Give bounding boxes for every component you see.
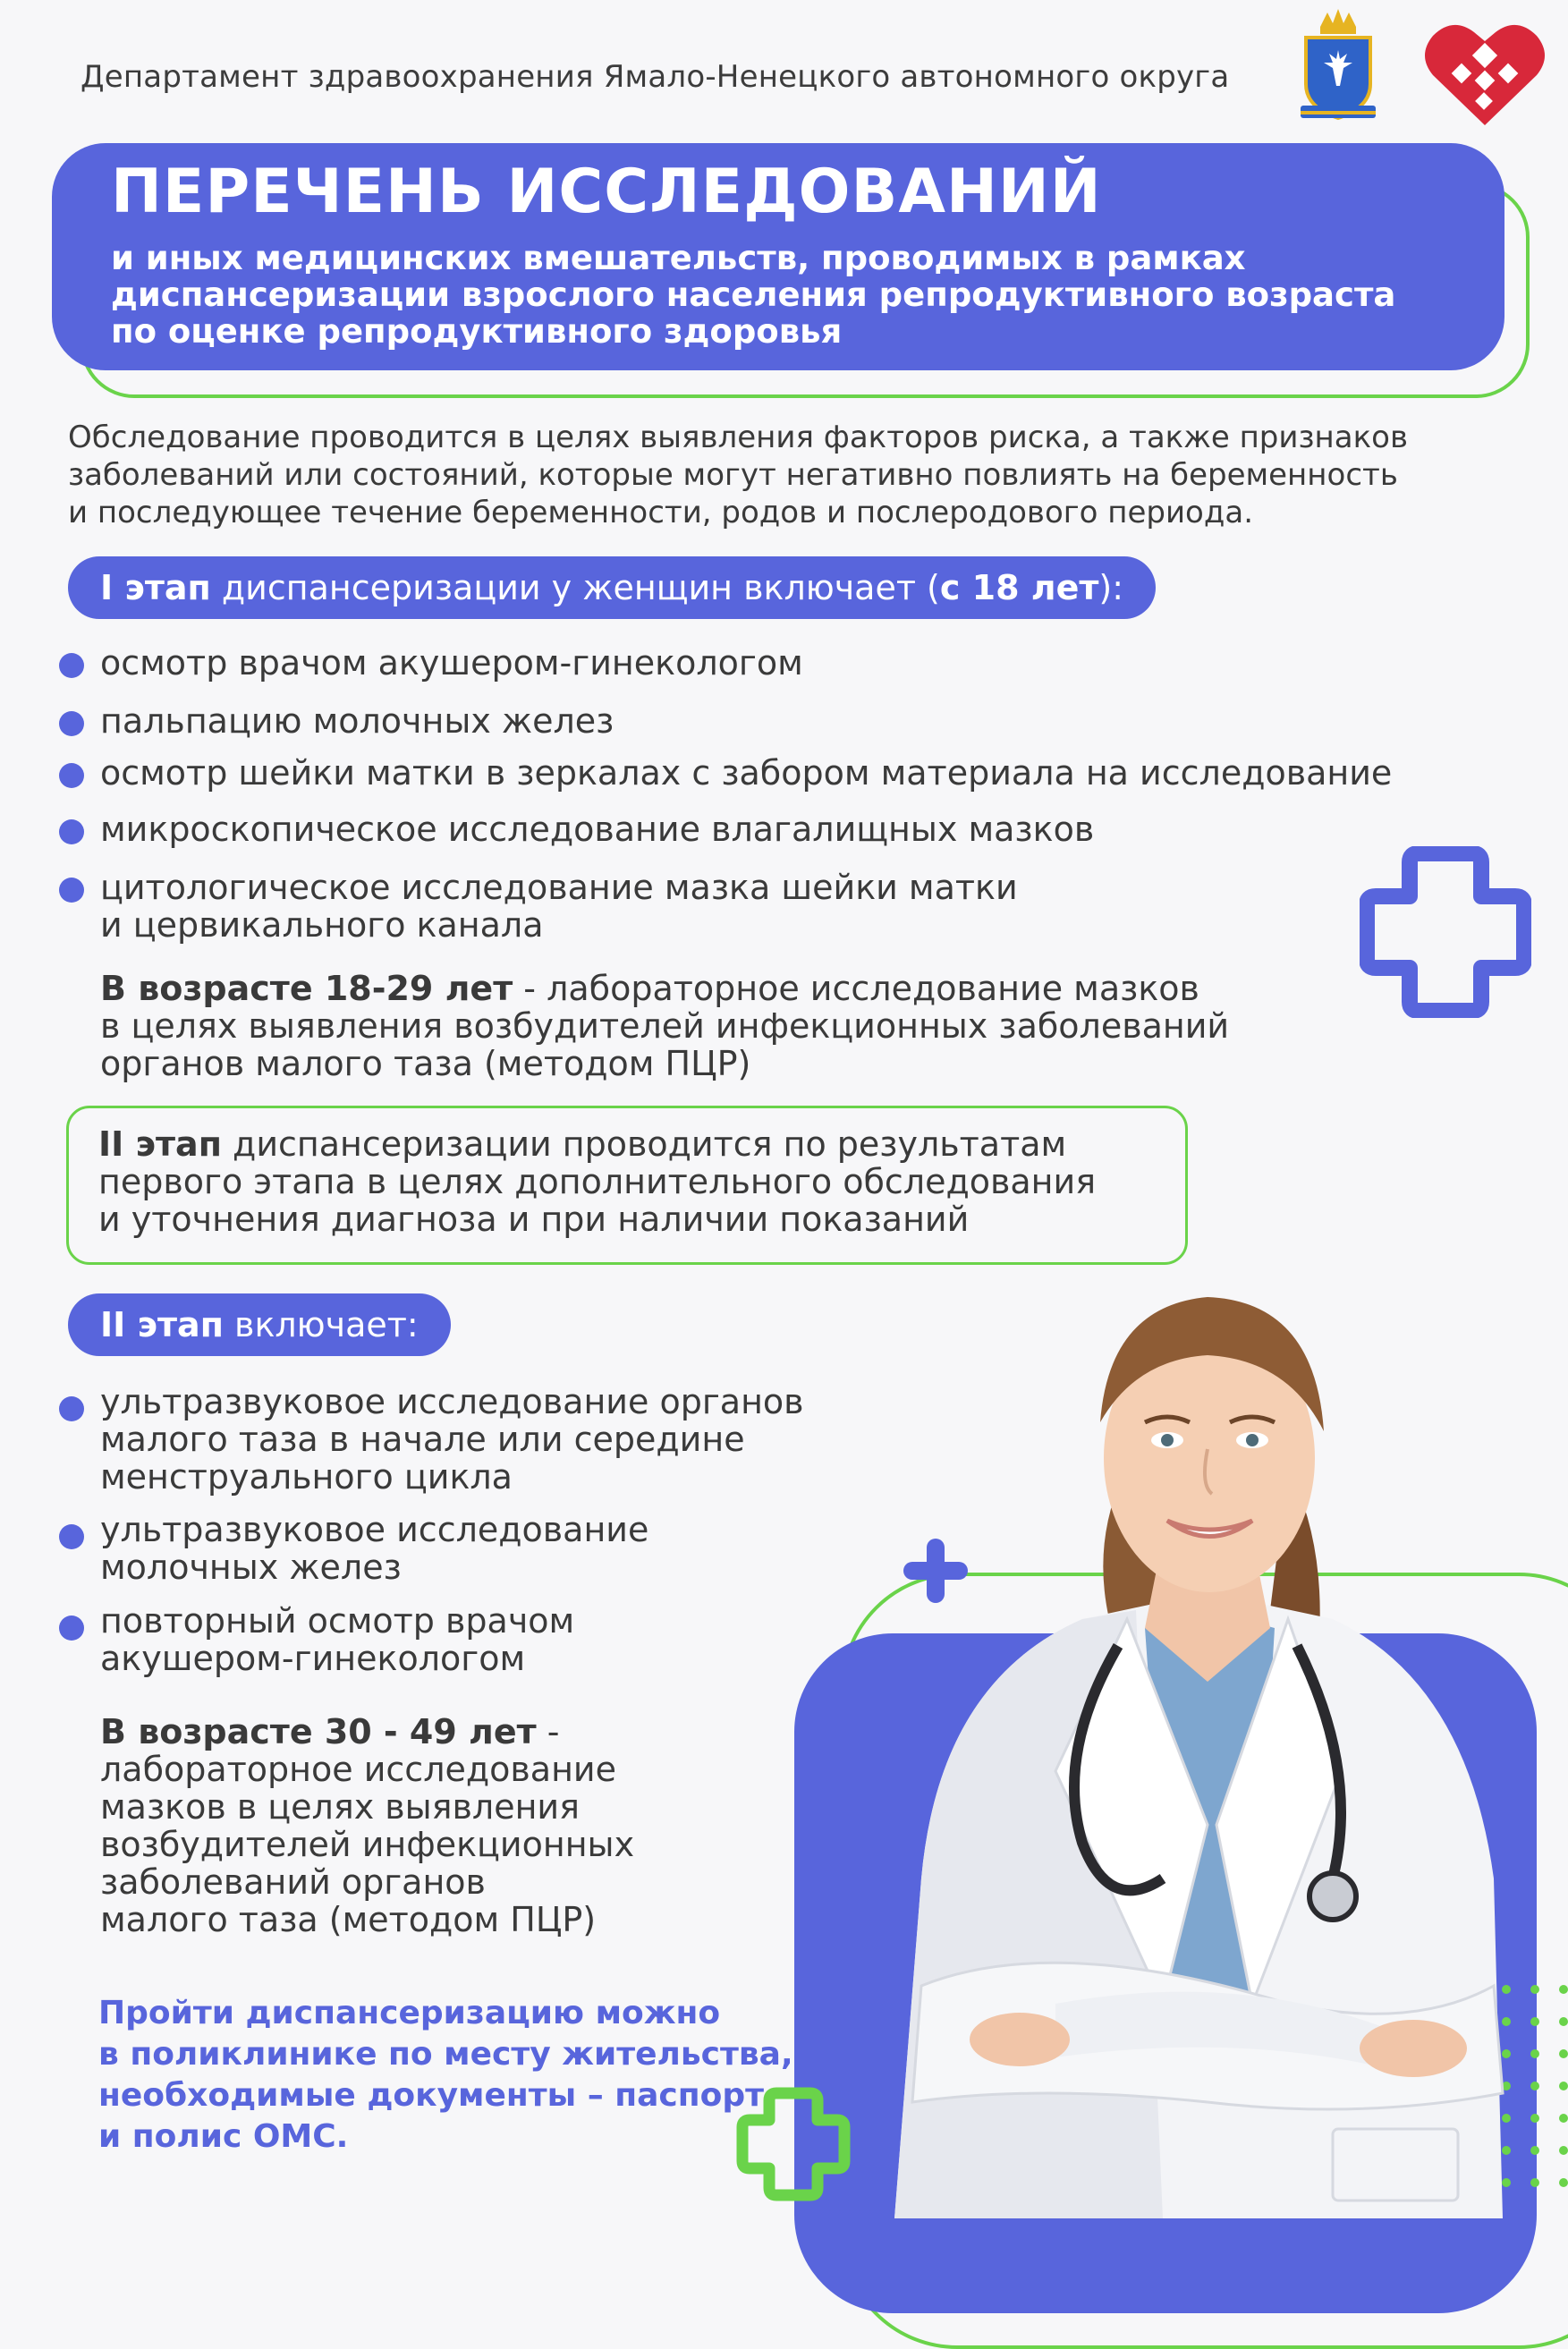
page-subtitle bbox=[111, 240, 1395, 350]
stage2-label: II этап bbox=[98, 1124, 222, 1164]
stage1-label: I этап bbox=[100, 568, 211, 607]
stage2-pill-text: включает: bbox=[223, 1305, 419, 1344]
green-plus-cross-icon bbox=[735, 2086, 852, 2202]
stage1-pill-end: ): bbox=[1098, 568, 1124, 607]
cta-line: можно bbox=[584, 1995, 721, 2031]
stage1-pill bbox=[68, 556, 1156, 619]
heart-logo-icon bbox=[1422, 20, 1547, 129]
age-note-line: в целях выявления возбудителей инфекционных заболеваний bbox=[100, 1006, 1230, 1046]
age-note-line: малого таза (методом ПЦР) bbox=[100, 1900, 597, 1939]
list-item-line: менструального цикла bbox=[100, 1457, 513, 1497]
bullet-dot bbox=[59, 711, 84, 736]
department-name: Департамент здравоохранения Ямало-Ненецкого автономного округа bbox=[81, 59, 1230, 95]
list-item-line: ультразвуковое исследование bbox=[100, 1510, 649, 1549]
intro-line: Обследование проводится в целях выявления факторов риска, а также признаков bbox=[68, 420, 1408, 455]
stage2-pill-label: II этап bbox=[100, 1305, 224, 1344]
list-item-line: акушером-гинекологом bbox=[100, 1639, 526, 1678]
intro-line: и последующее течение беременности, родов и послеродового периода. bbox=[68, 495, 1254, 530]
cta-line: в поликлинике по месту жительства, bbox=[98, 2036, 793, 2073]
age-note-30-49 bbox=[100, 1713, 634, 1938]
page-title: ПЕРЕЧЕНЬ ИССЛЕДОВАНИЙ bbox=[111, 157, 1102, 227]
list-item-line: и цервикального канала bbox=[100, 905, 544, 945]
call-to-action bbox=[98, 1993, 793, 2158]
stage2-note-line: первого этапа в целях дополнительного обследования bbox=[98, 1162, 1097, 1201]
doctor-photo bbox=[787, 1199, 1568, 2218]
list-item bbox=[100, 1511, 648, 1586]
list-item bbox=[100, 1602, 574, 1677]
list-item-line: цитологическое исследование мазка шейки матки bbox=[100, 868, 1018, 907]
intro-line: заболеваний или состояний, которые могут негативно повлиять на беременность bbox=[68, 457, 1398, 493]
subtitle-line: и иных медицинских вмешательств, проводимых в рамках bbox=[111, 239, 1246, 277]
stage2-note-line: и уточнения диагноза и при наличии показаний bbox=[98, 1200, 970, 1239]
list-item bbox=[100, 869, 1018, 944]
cta-line: необходимые документы – паспорт bbox=[98, 2077, 764, 2114]
cta-highlight: Пройти диспансеризацию bbox=[98, 1995, 585, 2031]
list-item-line: малого таза в начале или середине bbox=[100, 1420, 745, 1459]
stage2-pill bbox=[68, 1293, 451, 1356]
coat-of-arms-icon bbox=[1293, 7, 1383, 123]
bullet-dot bbox=[59, 763, 84, 788]
age-note-line: мазков в целях выявления bbox=[100, 1787, 580, 1827]
age-note-line: лабораторное исследование bbox=[100, 1750, 616, 1789]
intro-text bbox=[68, 419, 1408, 531]
list-item: осмотр врачом акушером-гинекологом bbox=[100, 643, 803, 683]
list-item-line: повторный осмотр врачом bbox=[100, 1601, 575, 1641]
list-item-line: молочных желез bbox=[100, 1548, 402, 1587]
list-item: осмотр шейки матки в зеркалах с забором материала на исследование bbox=[100, 753, 1393, 793]
age-note-line: заболеваний органов bbox=[100, 1862, 486, 1902]
list-item-line: ультразвуковое исследование органов bbox=[100, 1382, 804, 1421]
age-note-line: возбудителей инфекционных bbox=[100, 1825, 635, 1864]
bullet-dot bbox=[59, 819, 84, 844]
bullet-dot bbox=[59, 1615, 84, 1641]
stage1-age: с 18 лет bbox=[939, 568, 1099, 607]
subtitle-line: диспансеризации взрослого населения репродуктивного возраста bbox=[111, 276, 1396, 314]
stage1-pill-text: диспансеризации у женщин включает ( bbox=[210, 568, 940, 607]
cta-line: и полис ОМС. bbox=[98, 2118, 349, 2155]
plus-icon bbox=[900, 1535, 971, 1607]
age-note-line: - bbox=[536, 1712, 560, 1751]
age-range: В возрасте 18-29 лет bbox=[100, 969, 513, 1008]
plus-cross-icon bbox=[1360, 846, 1531, 1018]
bullet-dot bbox=[59, 878, 84, 903]
bullet-dot bbox=[59, 1524, 84, 1549]
bullet-dot bbox=[59, 1396, 84, 1421]
subtitle-line: по оценке репродуктивного здоровья bbox=[111, 312, 843, 351]
list-item bbox=[100, 1383, 804, 1496]
stage2-note-line: диспансеризации проводится по результатам bbox=[221, 1124, 1067, 1164]
age-note-line: - лабораторное исследование мазков bbox=[513, 969, 1199, 1008]
list-item: микроскопическое исследование влагалищных мазков bbox=[100, 810, 1095, 849]
list-item: пальпацию молочных желез bbox=[100, 701, 614, 741]
age-range: В возрасте 30 - 49 лет bbox=[100, 1712, 537, 1751]
age-note-line: органов малого таза (методом ПЦР) bbox=[100, 1044, 751, 1083]
bullet-dot bbox=[59, 653, 84, 678]
age-note-18-29 bbox=[100, 970, 1229, 1082]
